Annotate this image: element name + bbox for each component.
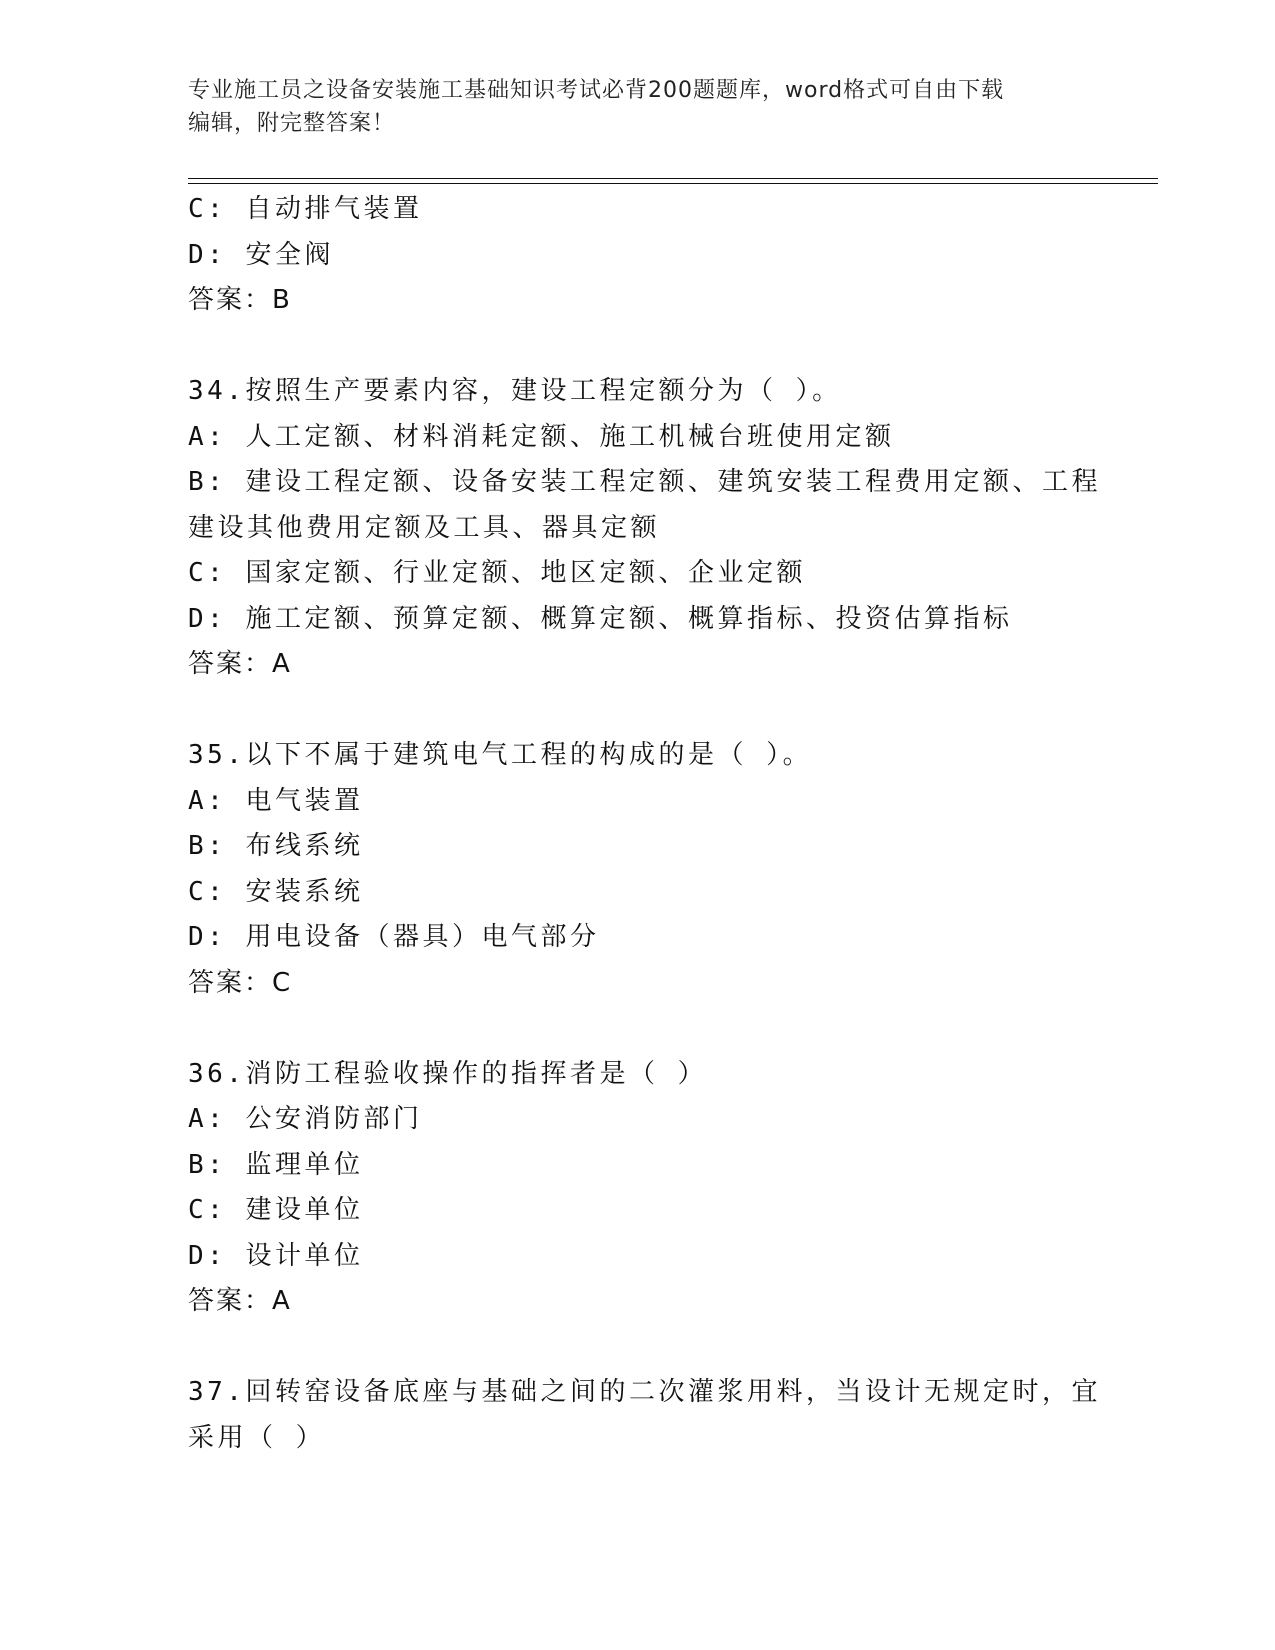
option-c: C: 国家定额、行业定额、地区定额、企业定额 [188,558,806,588]
question-34 [188,369,1101,688]
question-list [188,187,1101,1461]
question-stem: 34.按照生产要素内容，建设工程定额分为（ ）。 [188,376,842,406]
option-c: C: 自动排气装置 [188,194,423,224]
option-a: A: 公安消防部门 [188,1104,423,1134]
header-divider [188,178,1158,184]
option-c: C: 建设单位 [188,1195,364,1225]
option-d: D: 安全阀 [188,239,334,270]
answer: 答案：B [188,285,292,315]
question-stem-continued: 采用（ ） [188,1422,326,1453]
option-c: C: 安装系统 [188,876,364,907]
question-37 [188,1370,1101,1461]
spacer [188,324,1088,370]
question-stem: 37.回转窑设备底座与基础之间的二次灌浆用料，当设计无规定时，宜 [188,1377,1101,1407]
spacer [188,1325,1088,1371]
question-33-tail [188,187,1088,324]
option-b: B: 布线系统 [188,831,364,861]
option-b: B: 监理单位 [188,1149,364,1180]
option-a: A: 电气装置 [188,785,364,816]
option-a: A: 人工定额、材料消耗定额、施工机械台班使用定额 [188,421,895,452]
question-36 [188,1052,1088,1325]
option-d: D: 设计单位 [188,1240,364,1271]
document-header [188,74,1088,140]
spacer [188,1006,1088,1052]
answer: 答案：A [188,1286,292,1316]
header-title-line-2: 编辑，附完整答案！ [188,111,396,136]
option-b-continued: 建设其他费用定额及工具、器具定额 [188,512,661,543]
answer: 答案：C [188,967,293,998]
spacer [188,688,1088,734]
option-d: D: 用电设备（器具）电气部分 [188,922,600,952]
header-title-line-1: 专业施工员之设备安装施工基础知识考试必背200题题库，word格式可自由下载 [188,78,1005,103]
question-stem: 35.以下不属于建筑电气工程的构成的是（ ）。 [188,740,813,770]
question-stem: 36.消防工程验收操作的指挥者是（ ） [188,1058,708,1089]
answer: 答案：A [188,649,292,679]
option-d: D: 施工定额、预算定额、概算定额、概算指标、投资估算指标 [188,603,1013,634]
option-b: B: 建设工程定额、设备安装工程定额、建筑安装工程费用定额、工程 [188,467,1101,497]
question-35 [188,733,1088,1006]
